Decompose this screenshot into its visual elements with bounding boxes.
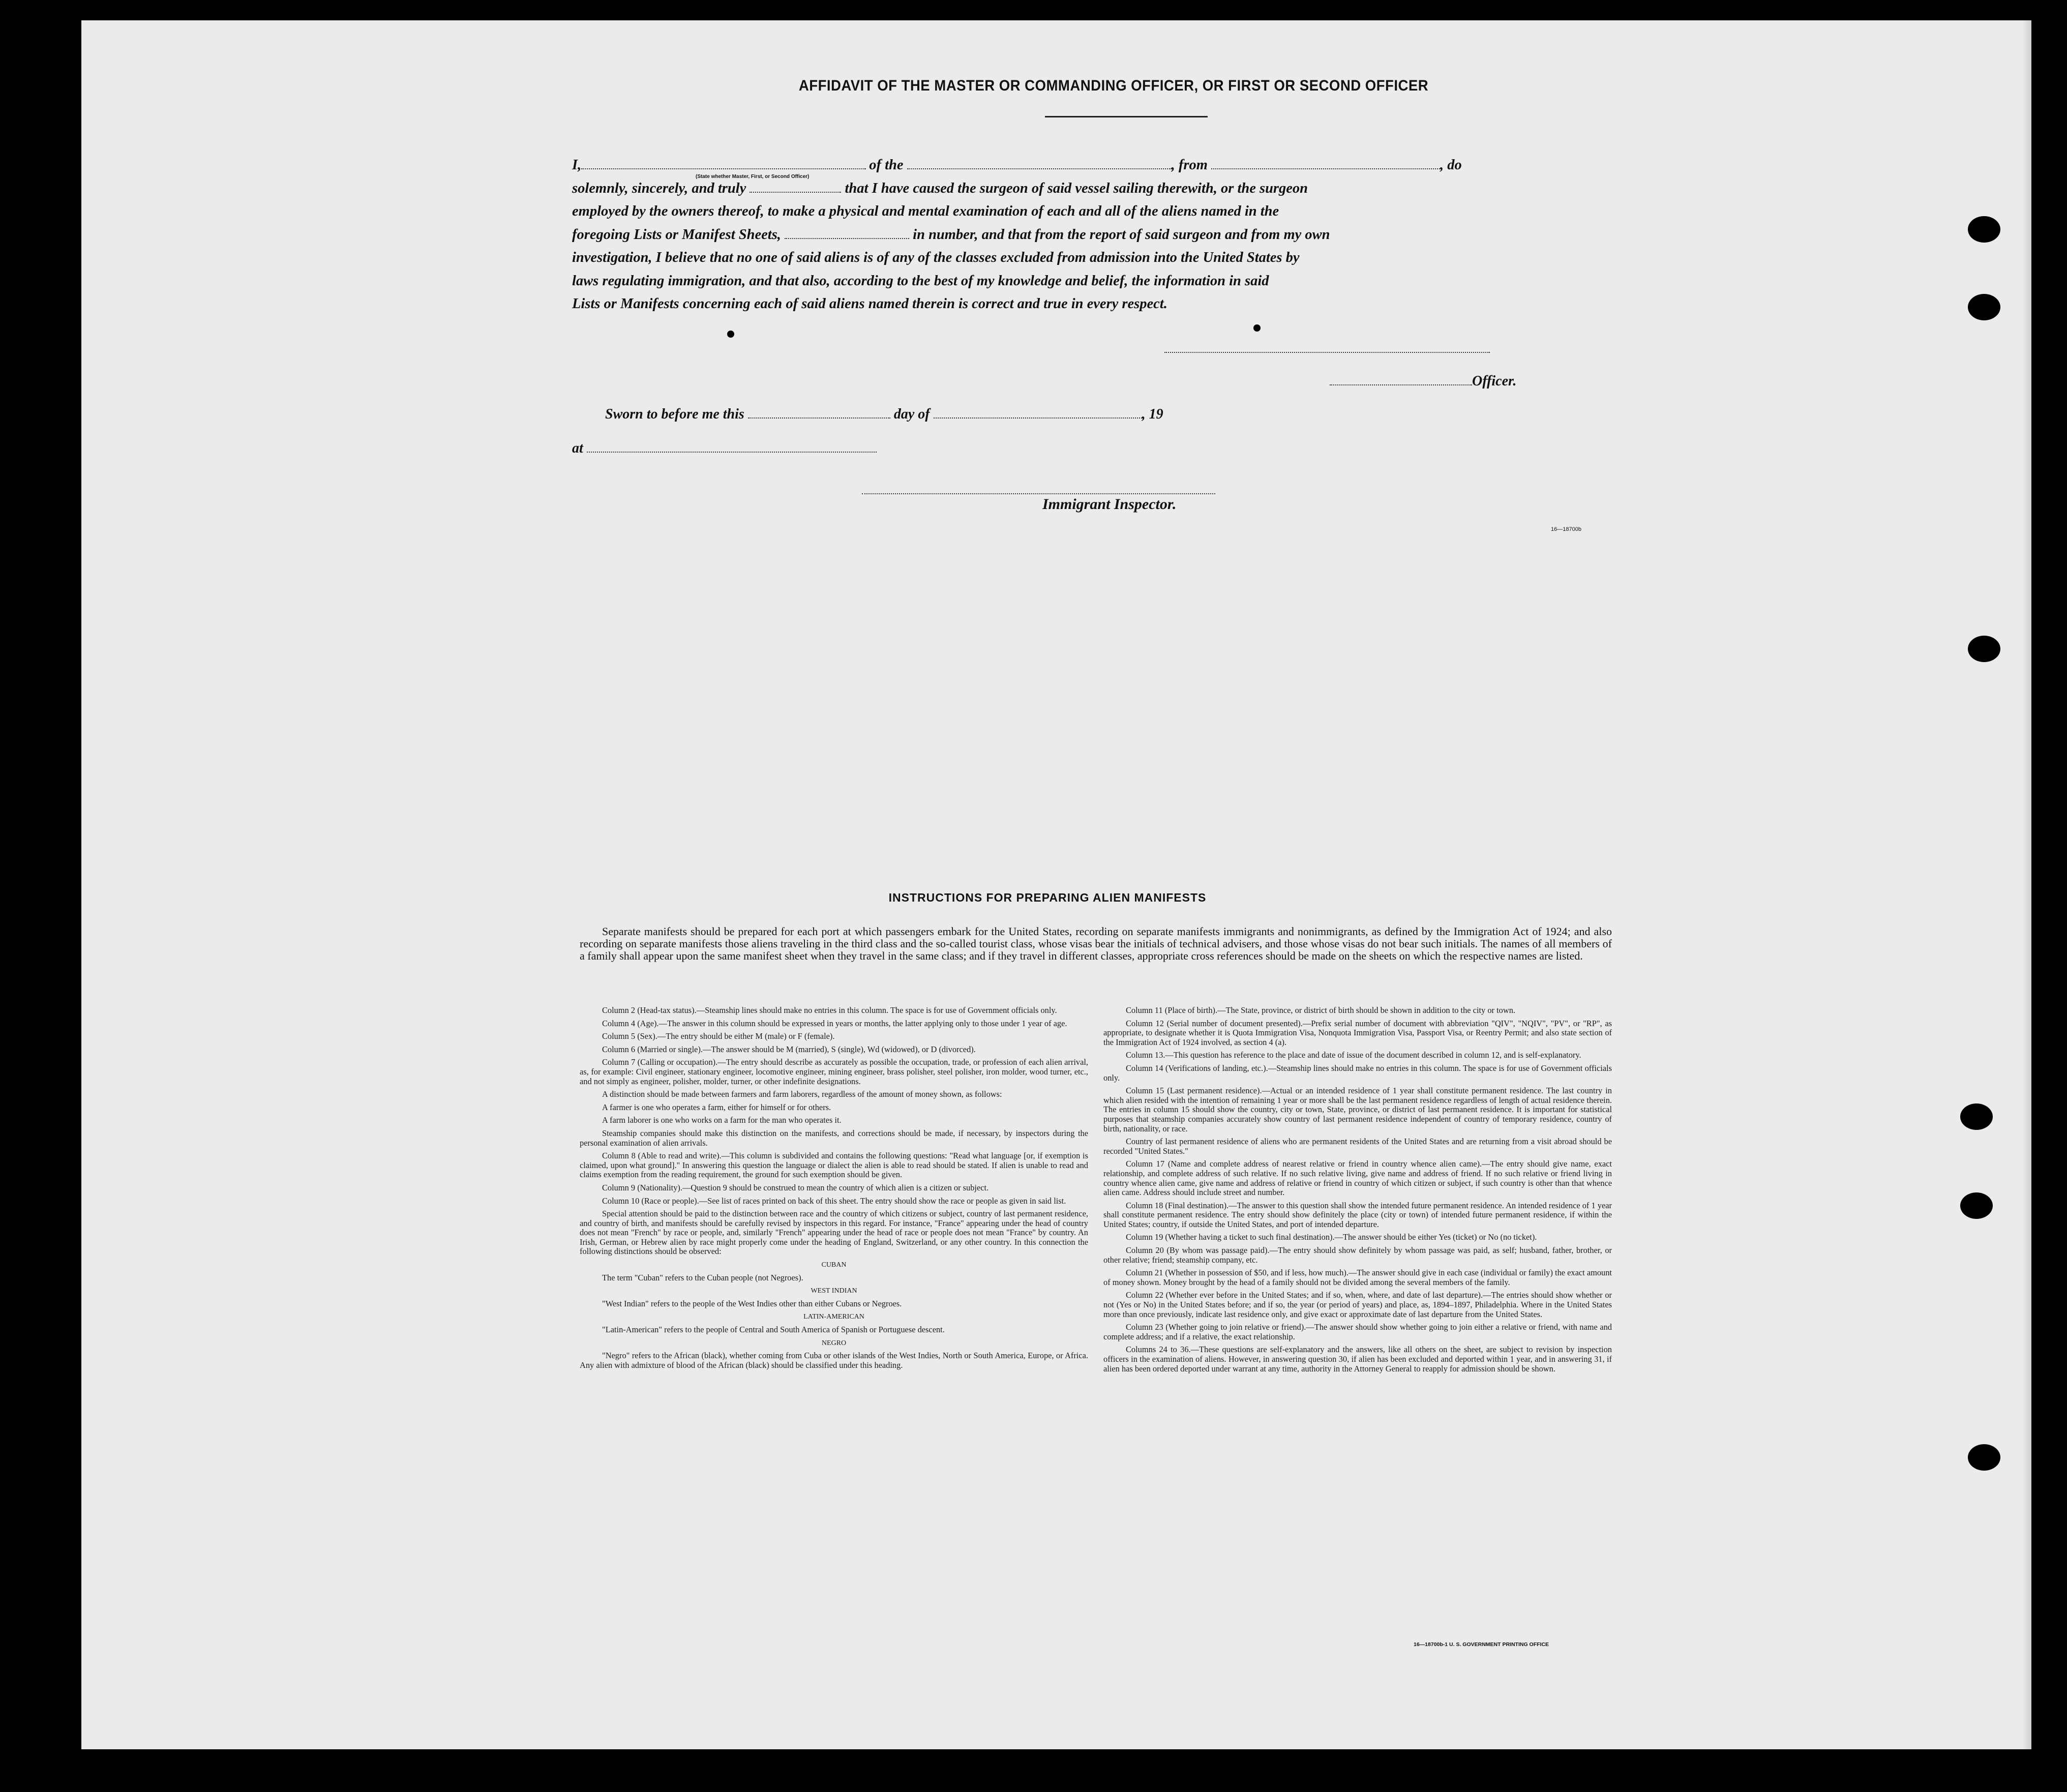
- binding-hole: [1968, 294, 2000, 320]
- instruction-item: Column 5 (Sex).—The entry should be either M (male) or F (female).: [602, 1031, 835, 1041]
- instruction-item: Column 23 (Whether going to join relative or friend).—The answer should show whether going to join either a relative or friend, with name and complete address; and if a relative, the exact relationship.: [1103, 1322, 1612, 1341]
- officer-signature: Officer.: [1330, 370, 1516, 390]
- signature-line[interactable]: [1164, 352, 1490, 353]
- instructions-left-column: [580, 1006, 1088, 1373]
- section-heading: LATIN-AMERICAN: [803, 1313, 864, 1321]
- page-edge-shadow: [2022, 20, 2031, 1749]
- sworn-month-blank[interactable]: [934, 403, 1142, 419]
- instruction-item: Special attention should be paid to the distinction between race and the country of which citizens or subject, country of last permanent residence, and country of birth, and manifests should be carefully revised by inspectors in this regard. For instance, "France" appearing under the head of country does not mean "French" by race or people, and, similarly "French" appearing under the head of race or people does not mean "France" by country. An Irish, German, or Hebrew alien by race might properly come under the heading of England, Switzerland, or any other country. In this connection the following distinctions should be observed:: [580, 1209, 1088, 1257]
- ink-speck: [727, 331, 734, 338]
- instruction-item: Column 17 (Name and complete address of nearest relative or friend in country whence alien came).—The entry should give name, exact relationship, and complete address of such relative. If no such relative living, give name and address of friend. If no such relative or friend living in country whence alien came, give name and address of relative or friend in country of which citizen or subject, if such country is other than that whence alien came. Address should include street and number.: [1103, 1159, 1612, 1198]
- section-heading: WEST INDIAN: [811, 1287, 857, 1295]
- instruction-item: Column 12 (Serial number of document presented).—Prefix serial number of document with abbreviation "QIV", "NQIV", "PV", or "RP", as appropriate, to designate whether it is Quota Immigration Visa, Nonquota Immigration Visa, Passport Visa, or Reentry Permit; and also state section of the Immigration Act of 1924 involved, as section 4 (a).: [1103, 1018, 1612, 1047]
- sworn-day-blank[interactable]: [748, 403, 890, 419]
- instruction-item: Column 14 (Verifications of landing, etc.).—Steamship lines should make no entries in this column. The space is for use of Government officials only.: [1103, 1063, 1612, 1083]
- instruction-item: "West Indian" refers to the people of the West Indies other than either Cubans or Negroes.: [602, 1298, 902, 1308]
- instruction-item: Column 2 (Head-tax status).—Steamship lines should make no entries in this column. The space is for use of Government officials only.: [602, 1005, 1057, 1015]
- officer-rank-blank[interactable]: [581, 154, 866, 170]
- affidavit-line-7: Lists or Manifests concerning each of said aliens named therein is correct and true in every respect.: [572, 296, 1167, 312]
- affidavit-title: AFFIDAVIT OF THE MASTER OR COMMANDING OFFICER, OR FIRST OR SECOND OFFICER: [798, 77, 1429, 94]
- binding-hole: [1968, 216, 2000, 243]
- section-heading: NEGRO: [821, 1339, 847, 1347]
- instruction-item: Columns 24 to 36.—These questions are self-explanatory and the answers, like all others on the sheet, are subject to revision by inspection officers in the examination of aliens. However, in answering question 30, if alien has been excluded and deported within 1 year, and in answering 31, if alien has been ordered deported under warrant at any time, authority in the Attorney General to reapply for admission should be shown.: [1103, 1345, 1612, 1373]
- instructions-right-column: [1103, 1006, 1612, 1377]
- inspector-signature-line[interactable]: [862, 493, 1215, 494]
- instruction-item: Column 22 (Whether ever before in the United States; and if so, when, where, and date of last departure).—The entries should show whether or not (Yes or No) in the United States before; and if so, the year (or period of years) and place, as, 1894–1897, Philadelphia. Where in the United States more than once previously, indicate last residence only, and give exact or approximate date of last departure from the United States.: [1103, 1290, 1612, 1319]
- instruction-item: Column 21 (Whether in possession of $50, and if less, how much).—The answer should give in each case (individual or family) the exact amount of money shown. Money brought by the head of a family should not be divided among the several members of the family.: [1103, 1268, 1612, 1287]
- binding-hole: [1960, 1192, 1993, 1219]
- section-heading: CUBAN: [821, 1261, 847, 1269]
- instruction-item: Column 15 (Last permanent residence).—Actual or an intended residence of 1 year shall constitute permanent residence. The last country in which alien resided with the intention of remaining 1 year or more shall be the last permanent residence regardless of length of actual residence therein. The entries in column 15 should show the country, city or town, State, province, or district of last permanent residence. It is important for statistical purposes that steamship companies accurately show country of last permanent residence independent of country of temporary residence, country of birth, nationality, or race.: [1103, 1086, 1612, 1133]
- instruction-item: Steamship companies should make this distinction on the manifests, and corrections should be made, if necessary, by inspectors during the personal examination of alien arrivals.: [580, 1128, 1088, 1148]
- instruction-item: Column 10 (Race or people).—See list of races printed on back of this sheet. The entry should show the race or people as given in said list.: [602, 1196, 1066, 1206]
- title-rule: [1045, 116, 1208, 117]
- manifest-page: [81, 20, 2031, 1749]
- printing-office-code: 16—18700b-1 U. S. GOVERNMENT PRINTING OFFICE: [1414, 1641, 1549, 1648]
- instruction-item: A distinction should be made between farmers and farm laborers, regardless of the amount of money shown, as follows:: [602, 1089, 1002, 1099]
- instruction-item: A farm laborer is one who works on a farm for the man who operates it.: [602, 1115, 842, 1125]
- binding-hole: [1968, 636, 2000, 662]
- affidavit-line-3: employed by the owners thereof, to make a physical and mental examination of each and all of the aliens named in the: [572, 203, 1279, 219]
- officer-blank[interactable]: [1330, 370, 1472, 385]
- instruction-item: Column 11 (Place of birth).—The State, province, or district of birth should be shown in addition to the city or town.: [1126, 1005, 1515, 1015]
- rank-note: (State whether Master, First, or Second Officer): [696, 174, 810, 180]
- instruction-item: "Negro" refers to the African (black), whether coming from Cuba or other islands of the West Indies, North or South America, Europe, or Africa. Any alien with admixture of blood of the African (black) should be classified under this heading.: [580, 1351, 1088, 1370]
- instruction-item: Column 6 (Married or single).—The answer should be M (married), S (single), Wd (widowed), or D (divorced).: [602, 1044, 976, 1054]
- instruction-item: Column 4 (Age).—The answer in this column should be expressed in years or months, the latter applying only to those under 1 year of age.: [602, 1018, 1067, 1028]
- affidavit-line-1: I, of the , from , do: [572, 154, 1604, 177]
- instruction-item: Column 13.—This question has reference to the place and date of issue of the document described in column 12, and is self-explanatory.: [1126, 1050, 1581, 1060]
- affidavit-line-5: investigation, I believe that no one of said aliens is of any of the classes excluded from admission into the United States by: [572, 250, 1300, 265]
- form-code: 16—18700b: [1551, 526, 1581, 532]
- instruction-item: Column 7 (Calling or occupation).—The entry should describe as accurately as possible the occupation, trade, or profession of each alien arrival, as, for example: Civil engineer, stationary engineer, locomotive engineer, mining engineer, brass polisher, steel polisher, iron molder, wood turner, etc., and not simply as engineer, polisher, molder, turner, or other indefinite designations.: [580, 1057, 1088, 1086]
- affidavit-line-6: laws regulating immigration, and that also, according to the best of my knowledge and belief, the information in said: [572, 273, 1269, 289]
- affidavit-line-2: solemnly, sincerely, and truly that I have caused the surgeon of said vessel sailing therewith, or the surgeon: [572, 177, 1604, 200]
- instruction-item: The term "Cuban" refers to the Cuban people (not Negroes).: [602, 1272, 803, 1282]
- instruction-item: Column 9 (Nationality).—Question 9 should be construed to mean the country of which alien is a citizen or subject.: [602, 1182, 989, 1192]
- number-blank[interactable]: [785, 223, 909, 239]
- instruction-item: Column 18 (Final destination).—The answer to this question shall show the intended future permanent residence. An intended residence of 1 year shall constitute permanent residence. The entry should show definitely the place (city or town) of intended future permanent residence, if within the United States; country, if outside the United States, and port of intended departure.: [1103, 1200, 1612, 1229]
- binding-hole: [1968, 1444, 2000, 1471]
- instruction-item: "Latin-American" refers to the people of Central and South America of Spanish or Portuguese descent.: [602, 1325, 945, 1335]
- instruction-item: Column 20 (By whom was passage paid).—The entry should show definitely by whom passage was paid, as self; husband, father, brother, or other relative; friend; steamship company, etc.: [1103, 1245, 1612, 1265]
- instruction-item: Country of last permanent residence of aliens who are permanent residents of the United States and are returning from a visit abroad should be recorded "United States.": [1103, 1137, 1612, 1156]
- vessel-blank[interactable]: [907, 154, 1172, 170]
- inspector-label: Immigrant Inspector.: [1042, 496, 1177, 513]
- place-blank[interactable]: [587, 437, 877, 453]
- affidavit-line-4: foregoing Lists or Manifest Sheets, in number, and that from the report of said surgeon and from my own: [572, 223, 1604, 247]
- instructions-title: INSTRUCTIONS FOR PREPARING ALIEN MANIFESTS: [888, 891, 1207, 904]
- instructions-intro: Separate manifests should be prepared for each port at which passengers embark for the United States, recording on separate manifests immigrants and nonimmigrants, as defined by the Immigration Act of 1924; and also recording on separate manifests those aliens traveling in the third class and the so-called tourist class, whose visas bear the initials of technical advisers, and those whose visas do not bear such initials. The names of all members of a family shall appear upon the same manifest sheet when they travel in the same class; and if they travel in different classes, appropriate cross references should be made on the sheets on which the respective names are listed.: [580, 925, 1612, 963]
- instruction-item: Column 8 (Able to read and write).—This column is subdivided and contains the following questions: "Read what language [or, if exemption is claimed, upon what ground]." In answering this question the language or dialect the alien is able to read should be stated. If alien is unable to read and claims exemption from the reading requirement, the ground for such exemption should be given.: [580, 1151, 1088, 1180]
- at-line: at: [572, 437, 877, 457]
- ink-speck: [1253, 324, 1261, 332]
- from-blank[interactable]: [1211, 154, 1440, 170]
- instruction-item: A farmer is one who operates a farm, either for himself or for others.: [602, 1102, 831, 1112]
- instruction-item: Column 19 (Whether having a ticket to such final destination).—The answer should be either Yes (ticket) or No (no ticket).: [1126, 1232, 1537, 1242]
- sworn-line: Sworn to before me this day of , 19: [605, 403, 1163, 423]
- binding-hole: [1960, 1103, 1993, 1130]
